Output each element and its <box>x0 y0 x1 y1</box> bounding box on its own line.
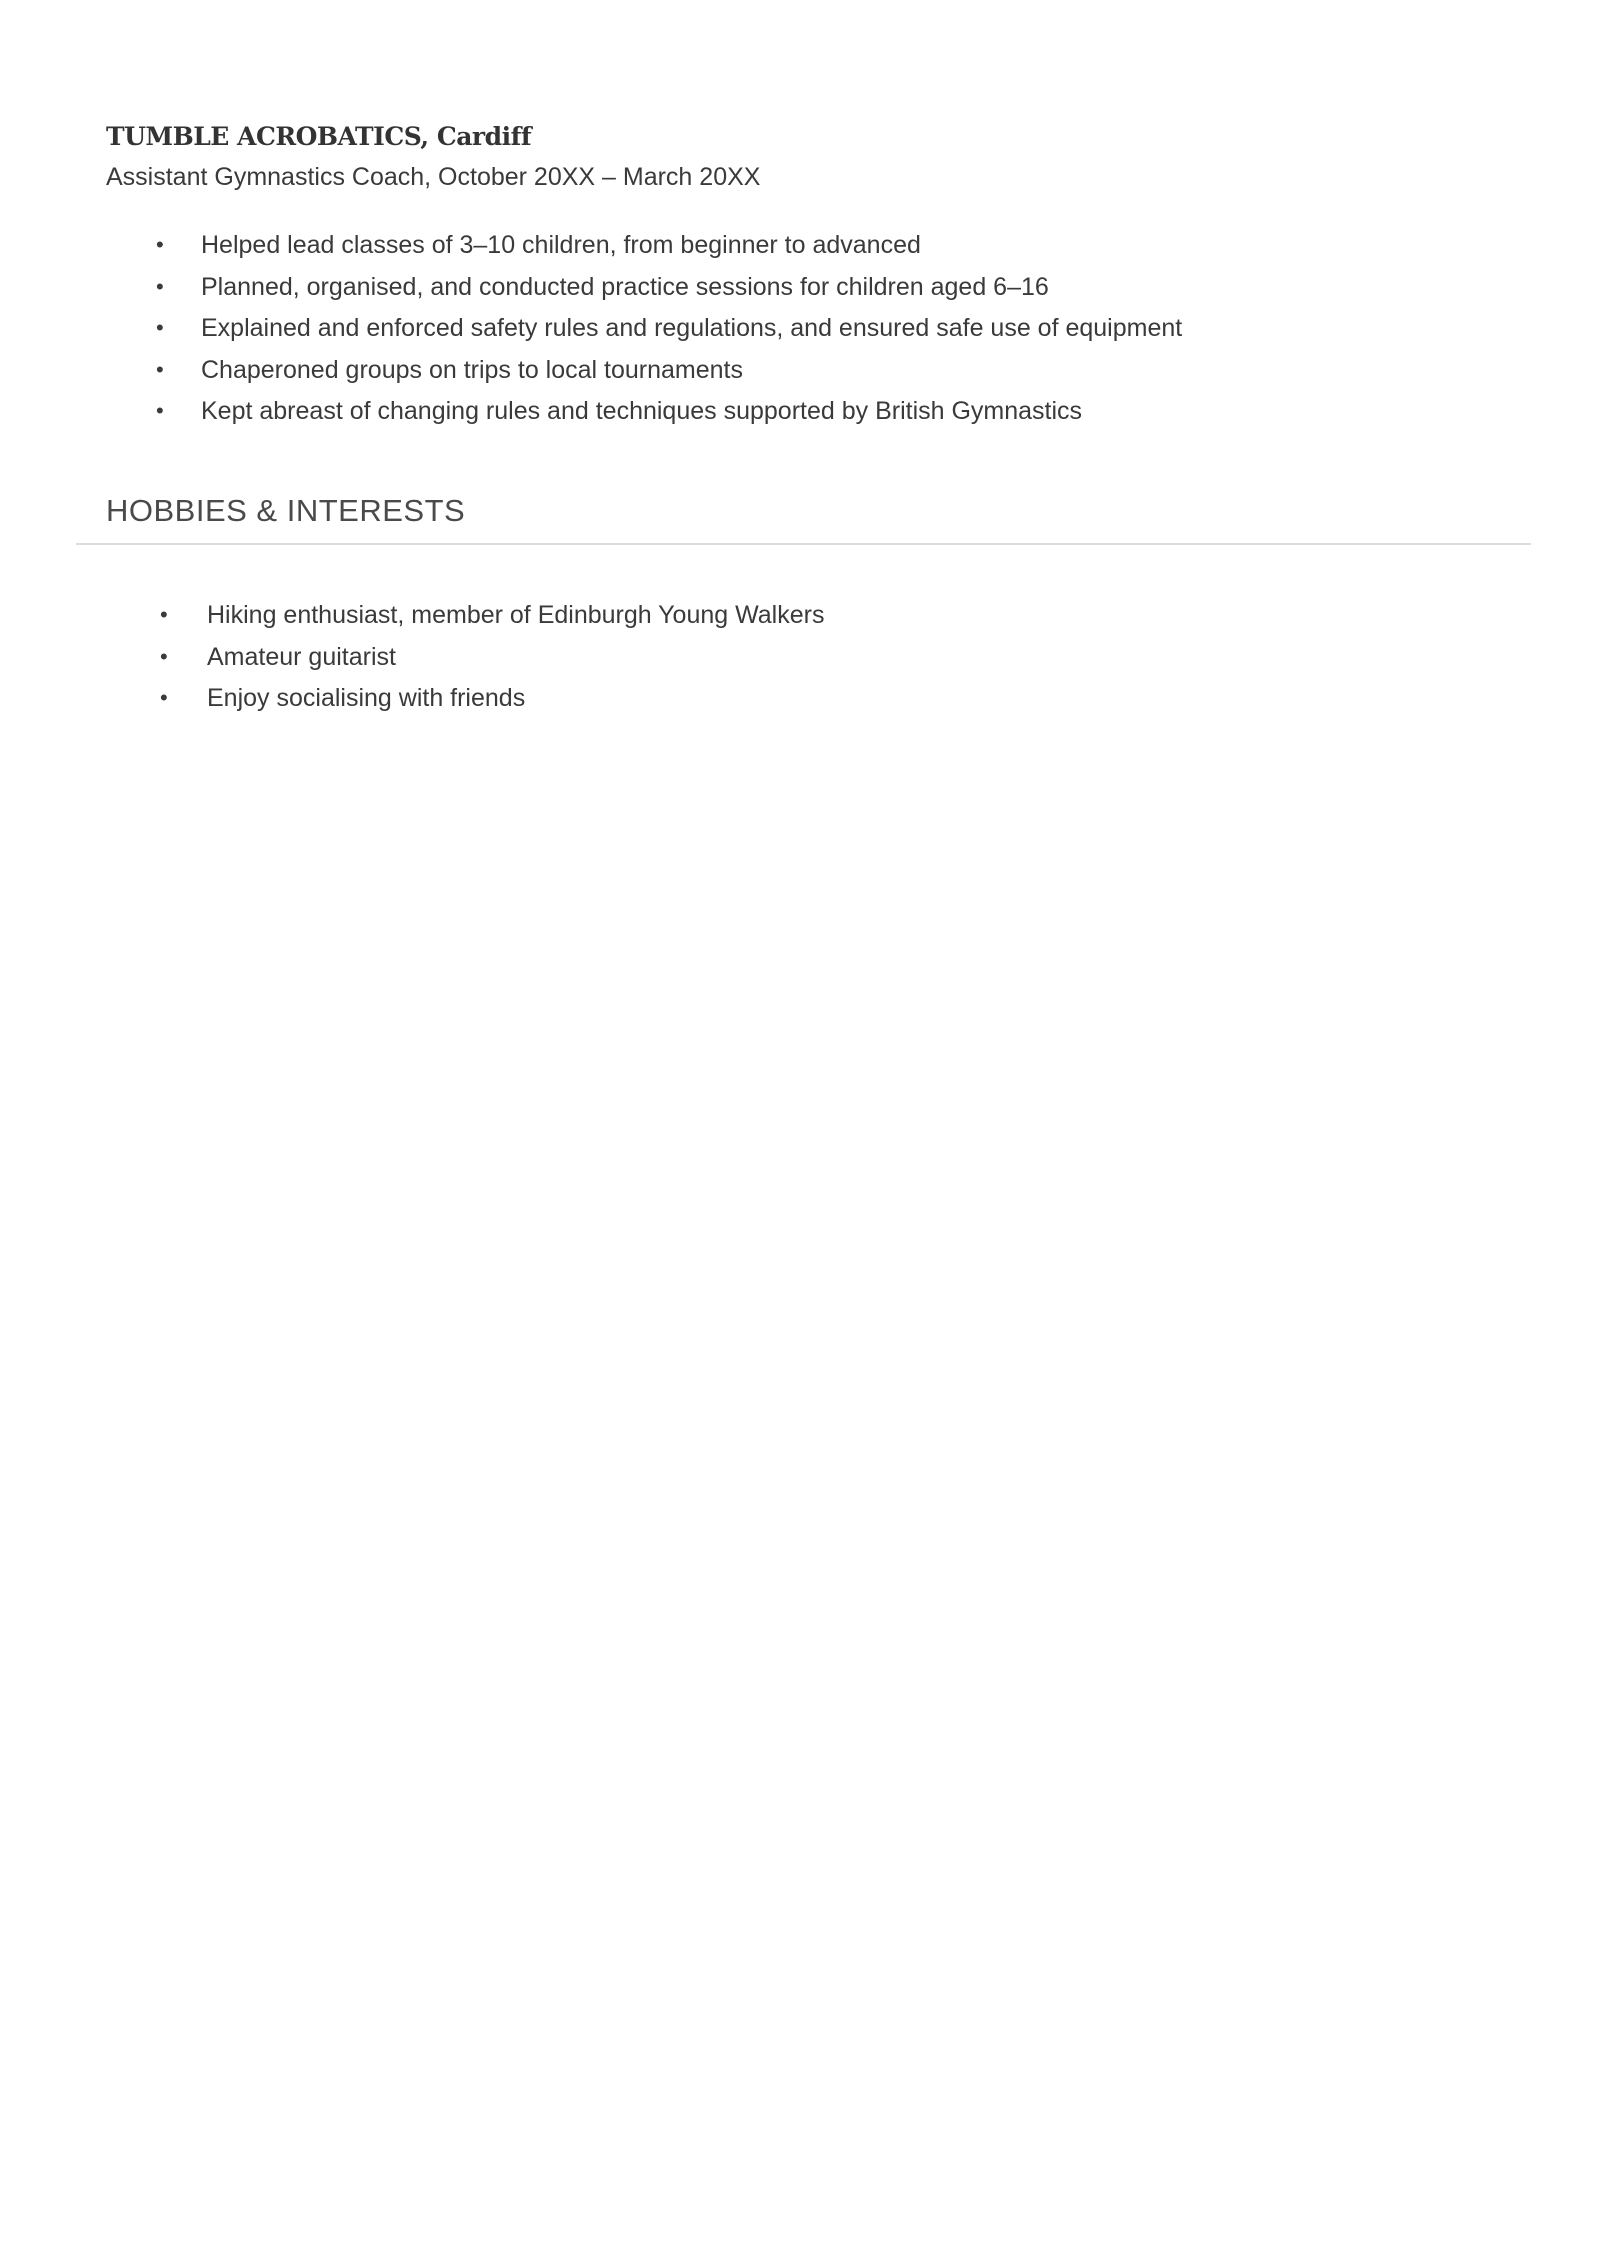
bullet-icon: • <box>156 232 164 257</box>
list-item-text: Hiking enthusiast, member of Edinburgh Young Walkers <box>207 601 825 629</box>
bullet-icon: • <box>156 273 164 299</box>
section-divider <box>76 543 1531 545</box>
list-item-text: Helped lead classes of 3–10 children, from beginner to advanced <box>201 231 921 259</box>
list-item-text: Explained and enforced safety rules and regulations, and ensured safe use of equipment <box>201 314 1183 342</box>
list-item-text: Amateur guitarist <box>207 642 396 671</box>
bullet-icon: • <box>160 602 168 627</box>
job-title-dates: Assistant Gymnastics Coach, October 20XX – March 20XX <box>106 163 761 191</box>
bullet-icon: • <box>160 685 168 710</box>
list-item-text: Planned, organised, and conducted practice sessions for children aged 6–16 <box>201 272 1049 301</box>
bullet-icon: • <box>156 398 164 423</box>
section-heading-hobbies: HOBBIES & INTERESTS <box>106 493 466 528</box>
list-item-text: Chaperoned groups on trips to local tournaments <box>201 355 743 384</box>
bullet-icon: • <box>160 643 168 669</box>
employer-name: TUMBLE ACROBATICS, Cardiff <box>106 122 532 151</box>
bullet-icon: • <box>156 315 164 340</box>
list-item-text: Enjoy socialising with friends <box>207 684 526 712</box>
bullet-icon: • <box>156 356 164 382</box>
list-item-text: Kept abreast of changing rules and techniques supported by British Gymnastics <box>201 397 1083 425</box>
